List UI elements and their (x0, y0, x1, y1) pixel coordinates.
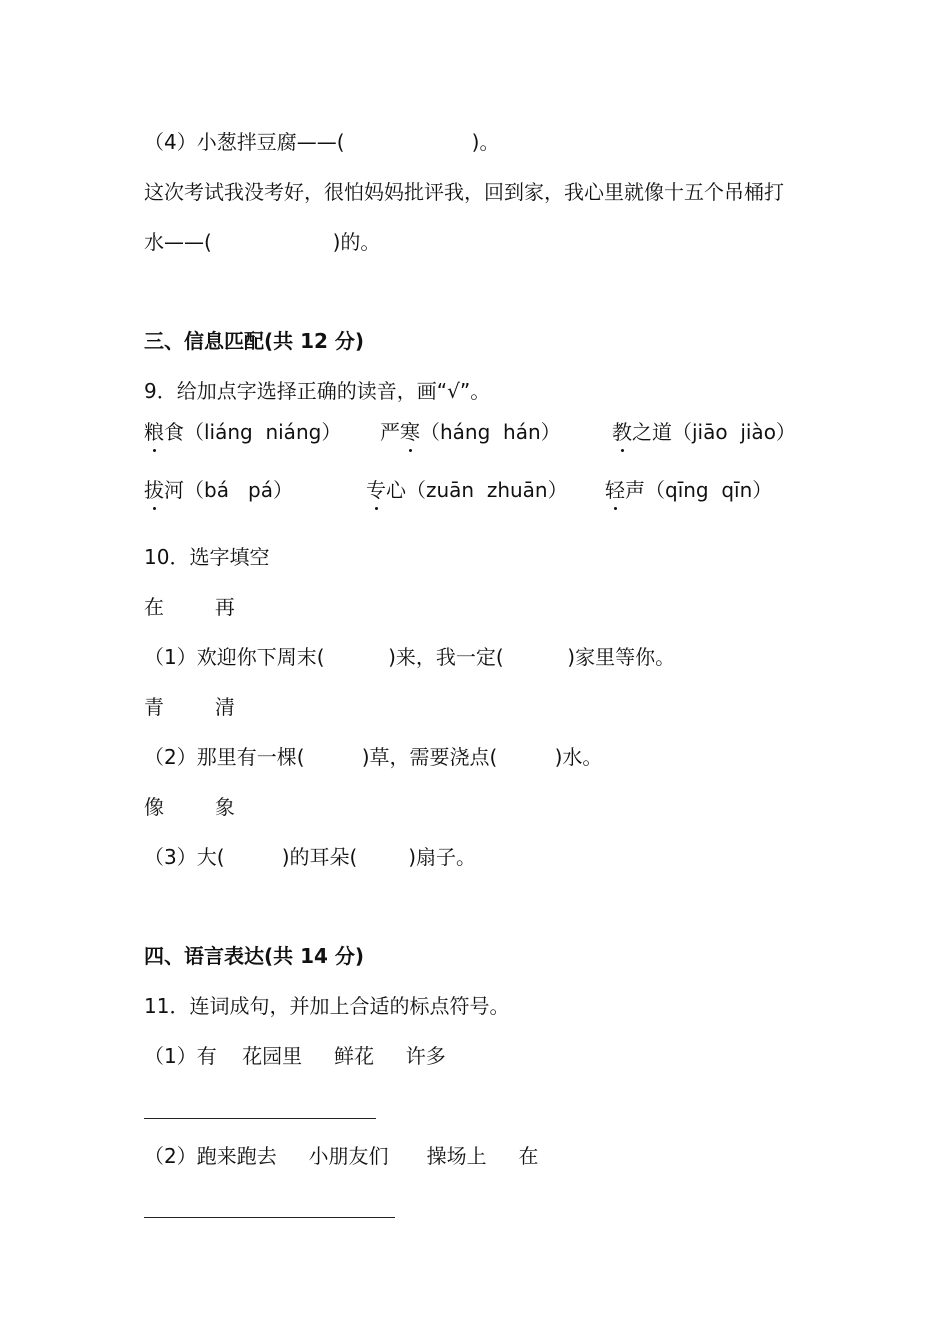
dotted-char: 粮 (144, 420, 164, 444)
q8-item4: （4）小葱拌豆腐——( )。 (144, 130, 500, 154)
q9-item-2: 严寒（háng hán） (380, 420, 561, 444)
q10-sentence2: （2）那里有一棵( )草，需要浇点( )水。 (144, 745, 603, 769)
q9-item-3: 教之道（jiāo jiào） (612, 420, 796, 444)
q8-sentence-line2: 水——( )的。 (144, 230, 381, 254)
q8-sentence-line1: 这次考试我没考好，很怕妈妈批评我，回到家，我心里就像十五个吊桶打 (144, 180, 784, 204)
dotted-char: 教 (612, 420, 632, 444)
dotted-char: 轻 (605, 478, 625, 502)
q10-prompt: 10．选字填空 (144, 545, 270, 569)
q9-item-4: 拔河（bá pá） (144, 478, 293, 502)
q11-sentence2: （2）跑来跑去 小朋友们 操场上 在 (144, 1144, 539, 1168)
q10-sentence1: （1）欢迎你下周末( )来，我一定( )家里等你。 (144, 645, 676, 669)
answer-line-2[interactable] (144, 1217, 395, 1218)
q11-prompt: 11．连词成句，并加上合适的标点符号。 (144, 994, 510, 1018)
dotted-char: 专 (366, 478, 386, 502)
q9-item-1: 粮食（liáng niáng） (144, 420, 342, 444)
q10-pair1: 在 再 (144, 595, 235, 619)
q9-item-6: 轻声（qīng qīn） (605, 478, 773, 502)
dotted-char: 寒 (400, 420, 420, 444)
q10-pair3: 像 象 (144, 795, 235, 819)
dotted-char: 拔 (144, 478, 164, 502)
q10-sentence3: （3）大( )的耳朵( )扇子。 (144, 845, 477, 869)
q9-item-5: 专心（zuān zhuān） (366, 478, 568, 502)
q11-sentence1: （1）有 花园里 鲜花 许多 (144, 1044, 446, 1068)
answer-line-1[interactable] (144, 1118, 376, 1119)
section3-title: 三、信息匹配(共 12 分) (144, 329, 365, 353)
q9-prompt: 9．给加点字选择正确的读音，画“√”。 (144, 379, 491, 403)
q10-pair2: 青 清 (144, 695, 235, 719)
section4-title: 四、语言表达(共 14 分) (144, 944, 365, 968)
